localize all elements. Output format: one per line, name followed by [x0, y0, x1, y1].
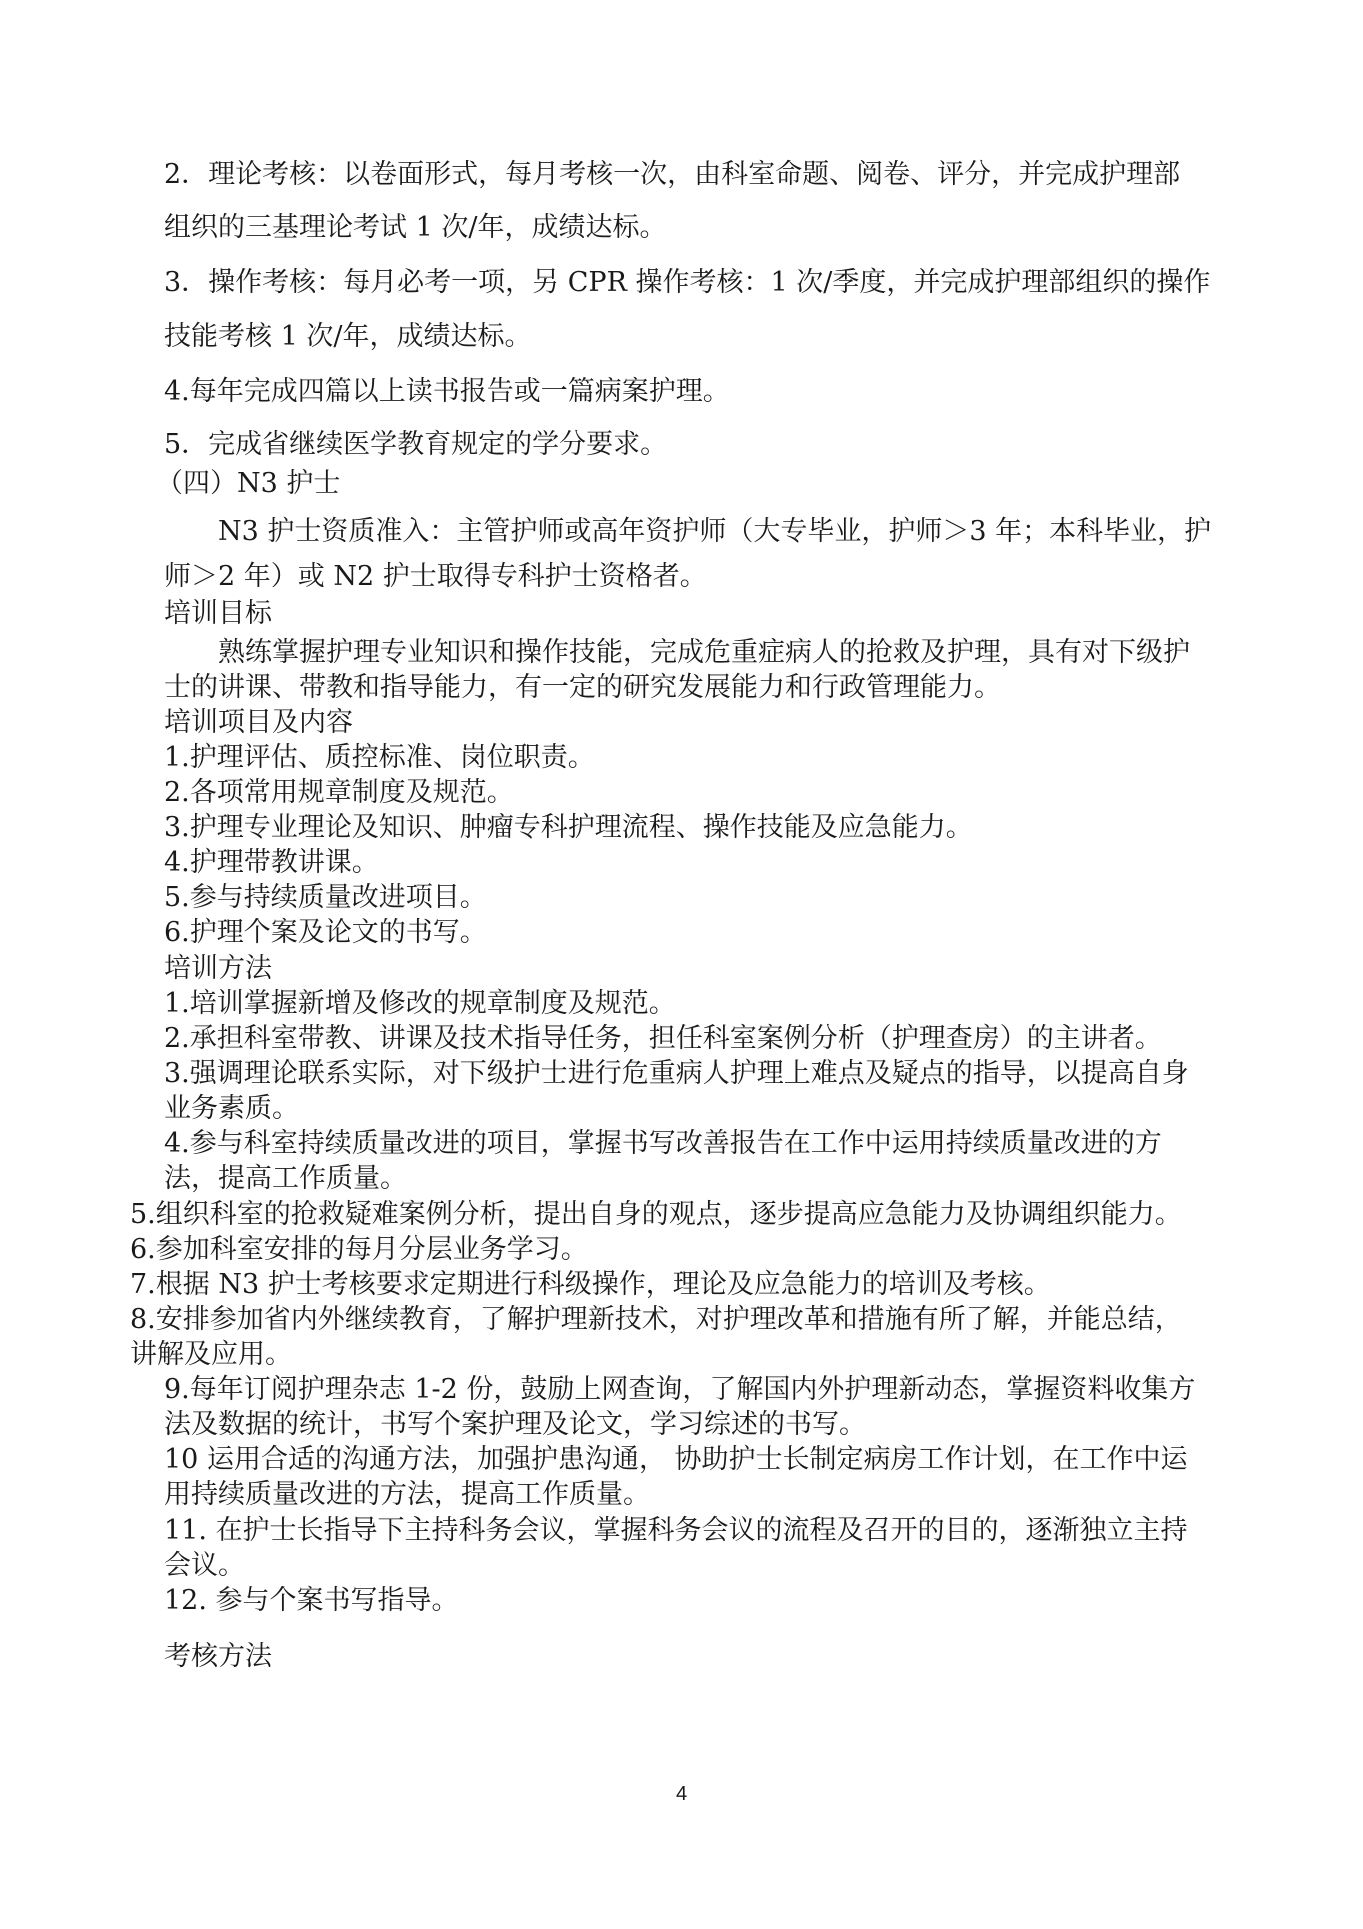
- list-item: 10 运用合适的沟通方法，加强护患沟通， 协助护士长制定病房工作计划，在工作中运: [164, 1444, 1188, 1475]
- list-item: 1.护理评估、质控标准、岗位职责。: [164, 742, 595, 773]
- list-item: 1.培训掌握新增及修改的规章制度及规范。: [164, 988, 676, 1019]
- list-item: 2.各项常用规章制度及规范。: [164, 777, 514, 808]
- body-line: 3．操作考核：每月必考一项，另 CPR 操作考核：1 次/季度，并完成护理部组织的操作: [164, 267, 1211, 298]
- page-number: 4: [675, 1783, 688, 1805]
- list-item: 用持续质量改进的方法，提高工作质量。: [164, 1479, 650, 1510]
- body-line: 2．理论考核：以卷面形式，每月考核一次，由科室命题、阅卷、评分，并完成护理部: [164, 159, 1181, 190]
- list-item: 8.安排参加省内外继续教育，了解护理新技术，对护理改革和措施有所了解，并能总结，: [130, 1304, 1182, 1335]
- body-line: 组织的三基理论考试 1 次/年，成绩达标。: [164, 212, 667, 243]
- list-item: 6.参加科室安排的每月分层业务学习。: [130, 1234, 588, 1265]
- list-item: 讲解及应用。: [130, 1339, 292, 1370]
- list-item: 3.强调理论联系实际，对下级护士进行危重病人护理上难点及疑点的指导，以提高自身: [164, 1058, 1189, 1089]
- subheading: 培训目标: [164, 598, 272, 629]
- list-item: 4.参与科室持续质量改进的项目，掌握书写改善报告在工作中运用持续质量改进的方: [164, 1128, 1162, 1159]
- list-item: 5.组织科室的抢救疑难案例分析，提出自身的观点，逐步提高应急能力及协调组织能力。: [130, 1199, 1182, 1230]
- subheading: 培训方法: [164, 953, 272, 984]
- body-line: 4.每年完成四篇以上读书报告或一篇病案护理。: [164, 376, 730, 407]
- list-item: 法及数据的统计，书写个案护理及论文，学习综述的书写。: [164, 1409, 866, 1440]
- body-line: 士的讲课、带教和指导能力，有一定的研究发展能力和行政管理能力。: [164, 672, 1001, 703]
- list-item: 12. 参与个案书写指导。: [164, 1585, 459, 1616]
- body-line: N3 护士资质准入：主管护师或高年资护师（大专毕业，护师＞3 年；本科毕业，护: [218, 516, 1212, 547]
- body-line: 5．完成省继续医学教育规定的学分要求。: [164, 429, 668, 460]
- body-line: 熟练掌握护理专业知识和操作技能，完成危重症病人的抢救及护理，具有对下级护: [218, 637, 1190, 668]
- list-item: 6.护理个案及论文的书写。: [164, 917, 487, 948]
- list-item: 5.参与持续质量改进项目。: [164, 882, 487, 913]
- subheading: 考核方法: [164, 1641, 272, 1672]
- list-item: 7.根据 N3 护士考核要求定期进行科级操作，理论及应急能力的培训及考核。: [130, 1269, 1051, 1300]
- list-item: 4.护理带教讲课。: [164, 847, 379, 878]
- body-line: 技能考核 1 次/年，成绩达标。: [164, 321, 532, 352]
- list-item: 业务素质。: [164, 1093, 299, 1124]
- subheading: 培训项目及内容: [164, 707, 353, 738]
- body-line: 师＞2 年）或 N2 护士取得专科护士资格者。: [164, 561, 707, 592]
- section-heading: （四）N3 护士: [156, 468, 341, 499]
- list-item: 会议。: [164, 1550, 245, 1581]
- list-item: 3.护理专业理论及知识、肿瘤专科护理流程、操作技能及应急能力。: [164, 812, 973, 843]
- list-item: 11. 在护士长指导下主持科务会议，掌握科务会议的流程及召开的目的，逐渐独立主持: [164, 1515, 1188, 1546]
- list-item: 9.每年订阅护理杂志 1-2 份，鼓励上网查询，了解国内外护理新动态，掌握资料收集方: [164, 1374, 1196, 1405]
- list-item: 2.承担科室带教、讲课及技术指导任务，担任科室案例分析（护理查房）的主讲者。: [164, 1023, 1162, 1054]
- list-item: 法，提高工作质量。: [164, 1163, 407, 1194]
